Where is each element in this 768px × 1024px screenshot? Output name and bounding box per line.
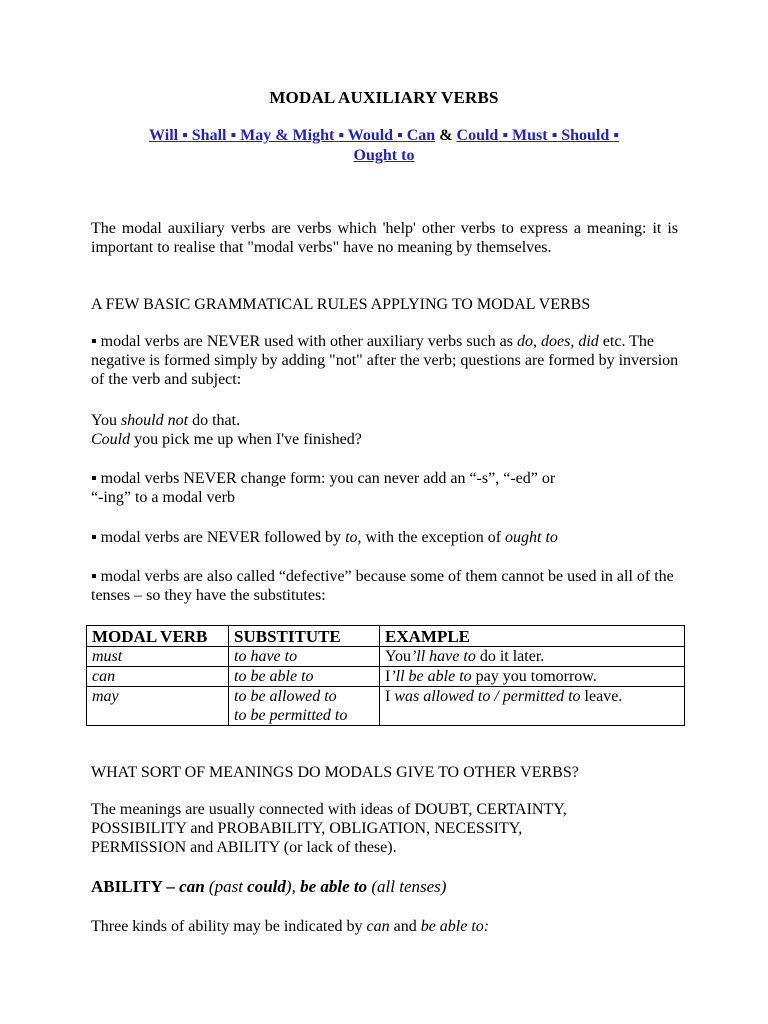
table-row bbox=[87, 687, 685, 726]
ability-can: can bbox=[179, 877, 205, 896]
substitute-text: to be permitted to bbox=[234, 707, 348, 724]
example-text: do that. bbox=[188, 412, 241, 429]
example-cell bbox=[380, 647, 685, 667]
rule-text: , with the exception of bbox=[357, 529, 506, 546]
three-kinds-paragraph bbox=[91, 917, 678, 936]
paragraph-emphasis: can bbox=[366, 918, 390, 935]
rule-text: etc. The negative is formed simply by adding "not" after the verb; questions are formed by inversion of the verb and subject: bbox=[91, 333, 679, 388]
ability-could: could bbox=[247, 877, 286, 896]
example-cell bbox=[380, 687, 685, 726]
example-text: pay you tomorrow. bbox=[471, 668, 597, 685]
example-could bbox=[91, 430, 678, 449]
rule-emphasis: ought to bbox=[505, 529, 558, 546]
rules-heading: A FEW BASIC GRAMMATICAL RULES APPLYING TO MODAL VERBS bbox=[91, 296, 591, 313]
intro-paragraph: The modal auxiliary verbs are verbs which 'help' other verbs to express a meaning: it is important to realise that "modal verbs" have no meaning by themselves. bbox=[91, 220, 678, 256]
link-would[interactable]: Would bbox=[347, 127, 394, 144]
ability-be-able-to: be able to bbox=[295, 877, 368, 896]
example-emphasis: ’ll be able to bbox=[390, 668, 472, 685]
page-title: MODAL AUXILIARY VERBS bbox=[269, 88, 499, 107]
substitute-cell: to have to bbox=[229, 647, 380, 667]
example-emphasis: Could bbox=[91, 431, 131, 448]
separator: ▪ bbox=[182, 127, 188, 144]
example-text: I bbox=[385, 688, 395, 705]
rule-defective: ▪ modal verbs are also called “defective” because some of them cannot be used in all of the tenses – so they have the substitutes: bbox=[91, 568, 674, 604]
example-text: You bbox=[91, 412, 121, 429]
paragraph-emphasis: be able to: bbox=[420, 918, 490, 935]
rule-no-change-form bbox=[91, 469, 678, 507]
table-row bbox=[87, 667, 685, 687]
link-can[interactable]: Can bbox=[406, 127, 436, 144]
example-emphasis: was allowed to / permitted to bbox=[394, 688, 581, 705]
table-header-row bbox=[87, 626, 685, 647]
ability-past: ), bbox=[285, 877, 296, 896]
substitutes-table bbox=[86, 625, 685, 726]
separator: ▪ bbox=[551, 127, 558, 144]
modal-cell: can bbox=[87, 667, 229, 687]
example-text: You bbox=[385, 648, 411, 665]
example-text: you pick me up when I've finished? bbox=[130, 431, 362, 448]
separator: ▪ bbox=[613, 127, 619, 144]
example-text: leave. bbox=[580, 688, 623, 705]
rule-text: ▪ modal verbs NEVER change form: you can never add an “-s”, “-ed” or bbox=[91, 470, 556, 487]
rule-emphasis: do, does, did bbox=[517, 333, 599, 350]
rule-text: ▪ modal verbs are NEVER used with other auxiliary verbs such as bbox=[91, 333, 518, 350]
separator: ▪ bbox=[502, 127, 508, 144]
rule-no-auxiliary bbox=[91, 332, 681, 389]
rule-text: ▪ modal verbs are NEVER followed by bbox=[91, 529, 346, 546]
example-emphasis: should not bbox=[120, 412, 189, 429]
modal-cell: must bbox=[87, 647, 229, 667]
link-will[interactable]: Will bbox=[149, 127, 179, 144]
substitute-cell bbox=[229, 687, 380, 726]
rule-emphasis: to bbox=[345, 529, 358, 546]
ability-past: (past bbox=[204, 877, 248, 896]
paragraph-text: Three kinds of ability may be indicated by bbox=[91, 918, 367, 935]
separator: ▪ bbox=[230, 127, 237, 144]
meanings-paragraph: The meanings are usually connected with ideas of DOUBT, CERTAINTY, POSSIBILITY and PROBABILITY, OBLIGATION, NECESSITY, PERMISSION and ABILITY (or lack of these). bbox=[91, 801, 567, 856]
ability-label: ABILITY – bbox=[91, 877, 180, 896]
meanings-heading: WHAT SORT OF MEANINGS DO MODALS GIVE TO OTHER VERBS? bbox=[91, 764, 579, 781]
substitute-text: to be allowed to bbox=[234, 688, 337, 705]
table-header: EXAMPLE bbox=[380, 626, 685, 647]
example-text: do it later. bbox=[475, 648, 545, 665]
link-could[interactable]: Could bbox=[456, 127, 499, 144]
ability-all-tenses: (all tenses) bbox=[367, 877, 447, 896]
separator: ▪ bbox=[397, 127, 403, 144]
table-header: SUBSTITUTE bbox=[229, 626, 380, 647]
example-cell bbox=[380, 667, 685, 687]
rule-no-to bbox=[91, 528, 678, 547]
link-must[interactable]: Must bbox=[512, 127, 548, 144]
link-shall[interactable]: Shall bbox=[191, 127, 227, 144]
link-ought-to[interactable]: Ought to bbox=[353, 147, 415, 164]
modal-links-nav bbox=[90, 126, 678, 166]
example-text: I bbox=[385, 668, 391, 685]
rule-text: “-ing” to a modal verb bbox=[91, 489, 235, 506]
ampersand: & bbox=[439, 127, 453, 144]
modal-cell: may bbox=[87, 687, 229, 726]
table-row bbox=[87, 647, 685, 667]
paragraph-text: and bbox=[389, 918, 421, 935]
example-should-not bbox=[91, 411, 678, 430]
separator: ▪ bbox=[338, 127, 344, 144]
substitute-cell: to be able to bbox=[229, 667, 380, 687]
link-should[interactable]: Should bbox=[561, 127, 610, 144]
link-may-might[interactable]: May & Might bbox=[240, 127, 335, 144]
table-header: MODAL VERB bbox=[87, 626, 229, 647]
ability-heading bbox=[91, 877, 678, 896]
example-emphasis: ’ll have to bbox=[410, 648, 476, 665]
